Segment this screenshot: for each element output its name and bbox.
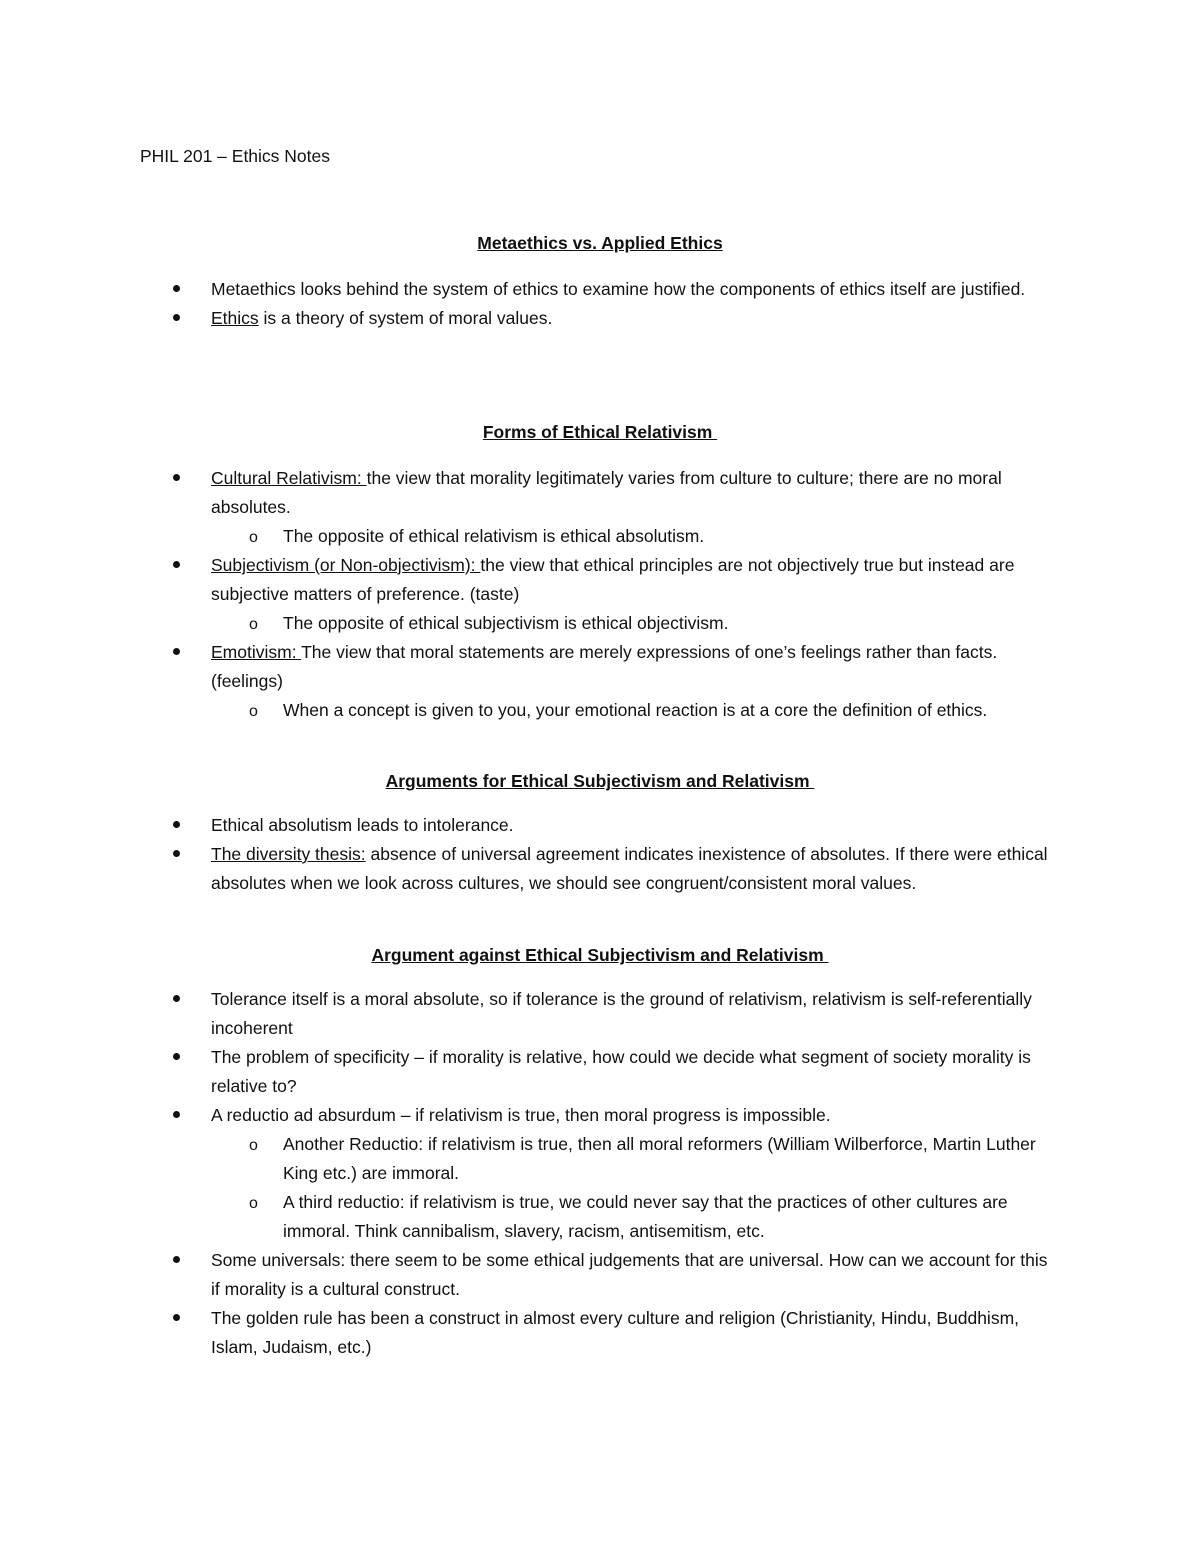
list-forms [0, 464, 1200, 725]
term: The diversity thesis: [211, 844, 366, 864]
circle-bullet-icon: o [249, 1137, 258, 1154]
term: Subjectivism (or Non-objectivism): [211, 555, 481, 575]
list-metaethics [0, 275, 1200, 333]
sub-list-item: o The opposite of ethical relativism is ethical absolutism. [0, 522, 1063, 551]
list-arguments-for [0, 811, 1200, 898]
term: Cultural Relativism: [211, 468, 367, 488]
sub-list-item: o The opposite of ethical subjectivism is ethical objectivism. [0, 609, 1063, 638]
list-argument-against [0, 985, 1200, 1362]
term: Ethics [211, 308, 259, 328]
sub-list-item: o Another Reductio: if relativism is true, then all moral reformers (William Wilberforce, Martin Luther King etc.) are immoral. [0, 1130, 1063, 1188]
list-item: The problem of specificity – if morality is relative, how could we decide what segment of society morality is relative to? [0, 1043, 1061, 1101]
circle-bullet-icon: o [249, 703, 258, 720]
bullet-icon [173, 995, 180, 1002]
bullet-icon [173, 314, 180, 321]
bullet-icon [173, 1053, 180, 1060]
bullet-icon [173, 561, 180, 568]
list-item: Cultural Relativism: the view that morality legitimately varies from culture to culture; there are no moral absolutes. [0, 464, 1061, 522]
circle-bullet-icon: o [249, 616, 258, 633]
document-title: PHIL 201 – Ethics Notes [140, 146, 331, 166]
list-item: A reductio ad absurdum – if relativism is true, then moral progress is impossible. [0, 1101, 1061, 1130]
bullet-icon [173, 474, 180, 481]
section-heading-forms: Forms of Ethical Relativism [482, 422, 718, 442]
section-heading-metaethics: Metaethics vs. Applied Ethics [477, 233, 723, 253]
list-item: Metaethics looks behind the system of ethics to examine how the components of ethics itself are justified. [0, 275, 1061, 304]
section-heading-argument-against: Argument against Ethical Subjectivism and Relativism [371, 945, 829, 965]
bullet-icon [173, 1111, 180, 1118]
list-item: Ethics is a theory of system of moral values. [0, 304, 1061, 333]
sub-list-item: o When a concept is given to you, your emotional reaction is at a core the definition of ethics. [0, 696, 1063, 725]
list-item: Tolerance itself is a moral absolute, so if tolerance is the ground of relativism, relativism is self-referentially incoherent [0, 985, 1061, 1043]
list-item: Subjectivism (or Non-objectivism): the view that ethical principles are not objectively true but instead are subjective matters of preference. (taste) [0, 551, 1061, 609]
term: Emotivism: [211, 642, 302, 662]
bullet-icon [173, 648, 180, 655]
circle-bullet-icon: o [249, 1195, 258, 1212]
list-item: Ethical absolutism leads to intolerance. [0, 811, 1061, 840]
circle-bullet-icon: o [249, 529, 258, 546]
list-item: Some universals: there seem to be some ethical judgements that are universal. How can we account for this if morality is a cultural construct. [0, 1246, 1061, 1304]
bullet-icon [173, 1314, 180, 1321]
section-heading-arguments-for: Arguments for Ethical Subjectivism and Relativism [385, 771, 815, 791]
bullet-icon [173, 850, 180, 857]
bullet-icon [173, 1256, 180, 1263]
bullet-icon [173, 821, 180, 828]
sub-list-item: o A third reductio: if relativism is true, we could never say that the practices of other cultures are immoral. Think cannibalism, slavery, racism, antisemitism, etc. [0, 1188, 1063, 1246]
list-item: Emotivism: The view that moral statements are merely expressions of one’s feelings rather than facts. (feelings) [0, 638, 1061, 696]
list-item: The golden rule has been a construct in almost every culture and religion (Christianity, Hindu, Buddhism, Islam, Judaism, etc.) [0, 1304, 1061, 1362]
bullet-icon [173, 285, 180, 292]
list-item: The diversity thesis: absence of universal agreement indicates inexistence of absolutes. If there were ethical absolutes when we look across cultures, we should see congruent/consistent moral values. [0, 840, 1061, 898]
